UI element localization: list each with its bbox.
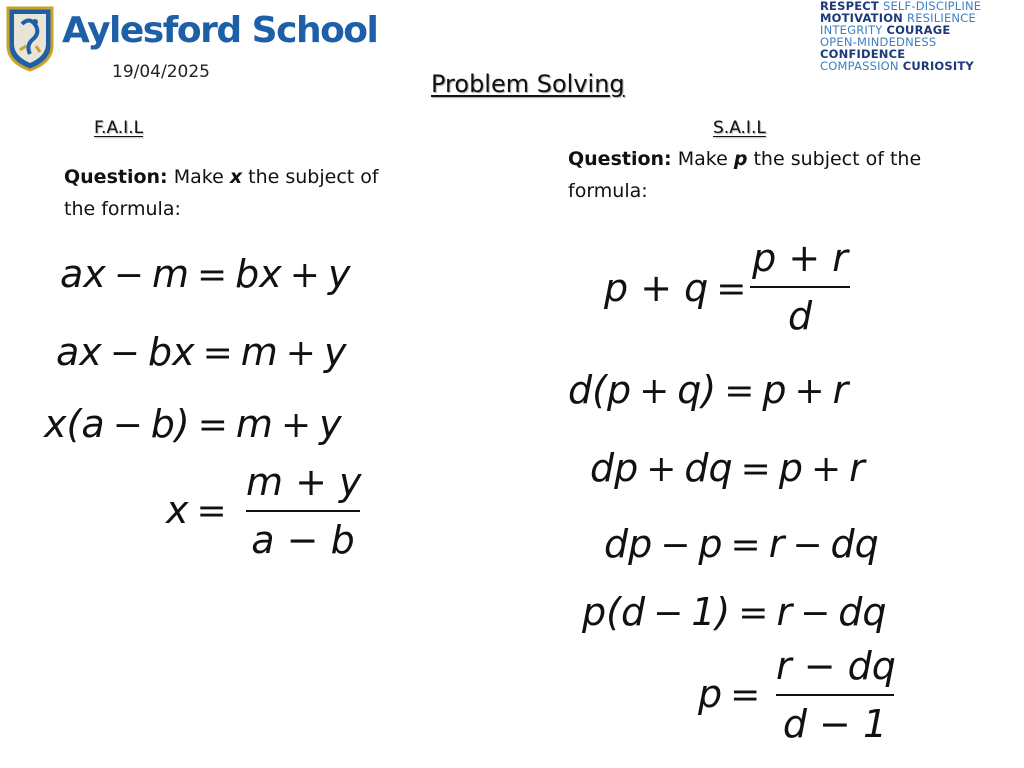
value-word: CURIOSITY [902,59,974,73]
fraction-denominator: a − b [251,518,355,562]
sail-step-1: d(p + q) = p + r [568,368,849,412]
fraction-bar [246,510,360,512]
school-crest-icon [6,6,54,72]
value-word: RESILIENCE [907,11,976,25]
fraction-numerator: m + y [246,460,362,504]
school-values-logo [820,0,1020,72]
fail-step-2: ax − bx = m + y [56,330,347,374]
value-word: MOTIVATION [820,11,903,25]
value-word: SELF-DISCIPLINE [882,0,982,13]
sail-heading: S.A.I.L [713,118,766,138]
fraction-numerator: p + r [752,236,848,280]
values-row [820,60,1020,72]
sail-final-lhs: p = [698,672,761,716]
fail-step-3: x(a − b) = m + y [44,402,342,446]
fail-heading: F.A.I.L [94,118,144,138]
question-text: the subject of the formula: [568,148,922,202]
value-word: CONFIDENCE [820,47,906,61]
fraction-numerator: r − dq [776,644,896,688]
question-text: Make [173,166,224,188]
value-word: COMPASSION [820,59,899,73]
sail-step-4: p(d − 1) = r − dq [582,590,887,634]
sail-given-lhs: p + q = [604,266,747,310]
slide-date: 19/04/2025 [112,62,210,82]
value-word: RESPECT [820,0,879,13]
fail-step-1: ax − m = bx + y [60,252,351,296]
value-word: INTEGRITY [820,23,883,37]
question-variable: x [229,166,243,188]
fail-final-lhs: x = [166,488,227,532]
school-name: Aylesford School [62,10,378,51]
fraction-denominator: d [787,294,813,338]
value-word: OPEN-MINDEDNESS [820,35,937,49]
question-label: Question: [568,148,672,170]
sail-step-3: dp − p = r − dq [604,522,879,566]
question-variable: p [733,148,748,170]
sail-step-2: dp + dq = p + r [590,446,865,490]
question-label: Question: [64,166,168,188]
value-word: COURAGE [886,23,951,37]
sail-question [568,143,928,207]
fraction-bar [776,694,894,696]
fraction-bar [750,286,850,288]
question-text: Make [677,148,728,170]
fraction-denominator: d − 1 [782,702,888,746]
page-title: Problem Solving [431,70,625,98]
fail-question [64,161,414,225]
question-text: the subject of the formula: [64,166,379,220]
